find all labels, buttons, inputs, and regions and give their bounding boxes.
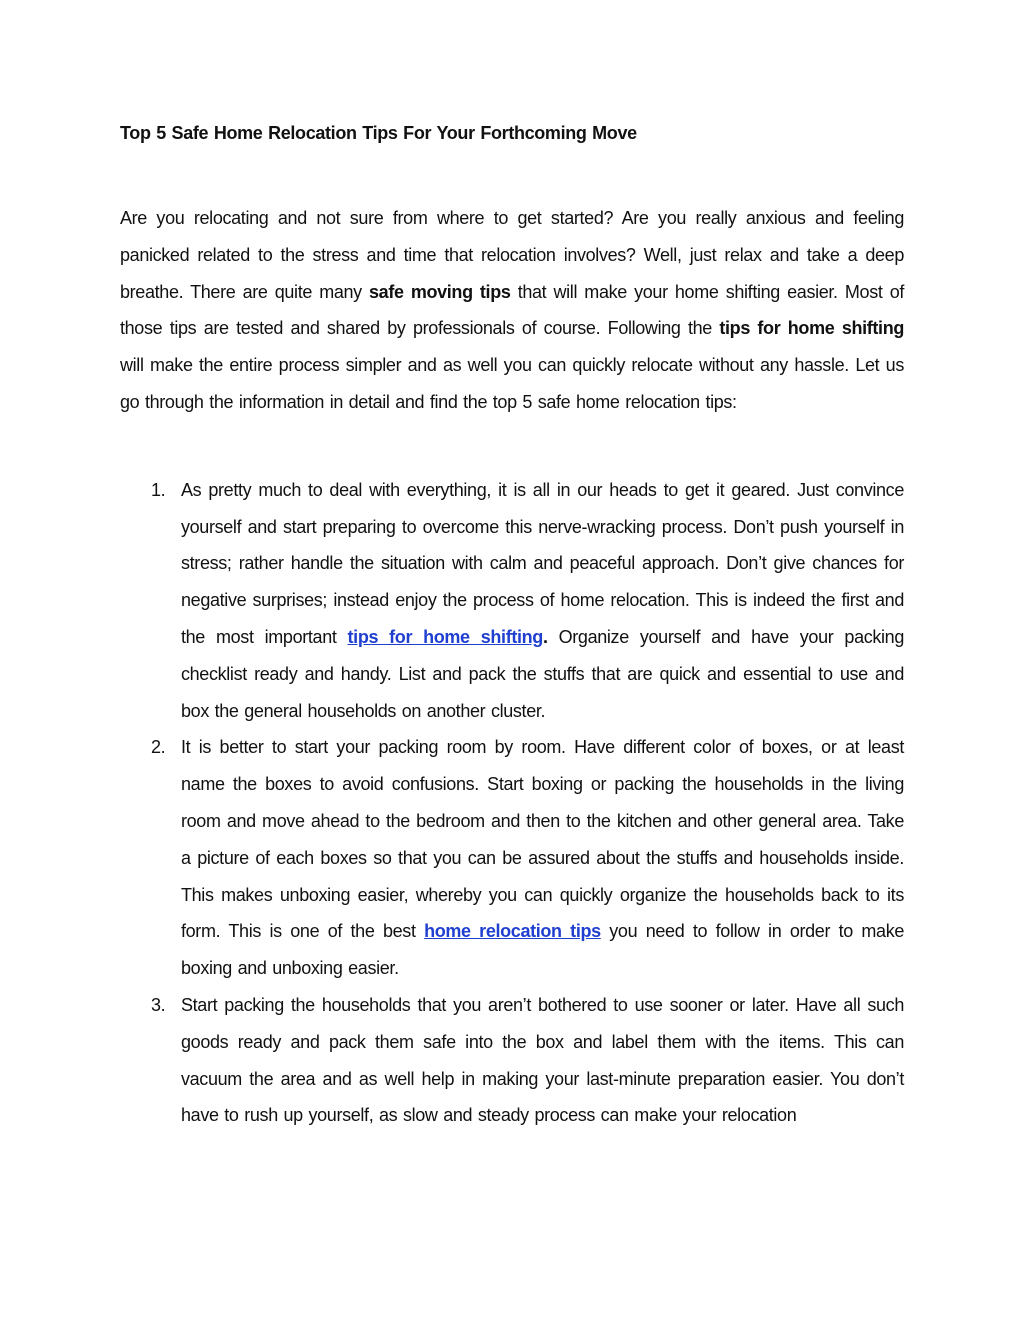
tip-item-3 (120, 987, 904, 1134)
tip-item-2 (120, 729, 904, 987)
tip-text: Start packing the households that you aren’t bothered to use sooner or later. Have all such goods ready and pack them safe into the box and label them with the items. This can vacuum the area and as well help in making your last-minute preparation easier. You don’t have to rush up yourself, as slow and steady process can make your relocation (181, 994, 904, 1126)
tip-text-continued: you need to follow in order to make boxing and unboxing easier. (181, 921, 905, 979)
tip-text-continued: Organize yourself and have your packing checklist ready and handy. List and pack the stuffs that are quick and essential to use and box the general households on another cluster. (181, 626, 904, 721)
intro-text-2: that will make your home shifting easier. Most of those tips are tested and shared by professionals of course. Following the (120, 281, 905, 339)
intro-text-1: Are you relocating and not sure from where to get started? Are you really anxious and feeling panicked related to the stress and time that relocation involves? Well, just relax and take a deep breathe. There are quite many (120, 208, 904, 302)
intro-paragraph (120, 200, 904, 421)
tip-text: It is better to start your packing room by room. Have different color of boxes, or at least name the boxes to avoid confusions. Start boxing or packing the households in the living room and move ahead to the bedroom and then to the kitchen and other general area. Take a picture of each boxes so that you can be assured about the stuffs and households inside. This makes unboxing easier, whereby you can quickly organize the households back to its form. This is one of the best (181, 737, 904, 942)
document-page (120, 118, 904, 1134)
tip-item-1 (120, 472, 904, 730)
tip-number: 1. (151, 479, 166, 500)
intro-text-3: will make the entire process simpler and as well you can quickly relocate without any hassle. Let us go through the information in detail and find the top 5 safe home relocation tips: (120, 355, 904, 412)
tip-number: 2. (151, 737, 166, 758)
intro-bold-safe-moving-tips: safe moving tips (369, 281, 511, 302)
tips-list (120, 472, 904, 1134)
tip-text: As pretty much to deal with everything, it is all in our heads to get it geared. Just convince yourself and start preparing to overcome this nerve-wracking process. Don’t push yourself in stress; rather handle the situation with calm and peaceful approach. Don’t give chances for negative surprises; instead enjoy the process of home relocation. This is indeed the first and the most important (181, 479, 904, 647)
intro-bold-tips-for-home-shifting: tips for home shifting (719, 318, 905, 339)
tips-for-home-shifting-link[interactable]: tips for home shifting (347, 626, 543, 647)
tip-bold-period: . (542, 626, 548, 647)
tip-number: 3. (151, 994, 166, 1015)
home-relocation-tips-link[interactable]: home relocation tips (424, 921, 601, 942)
document-title: Top 5 Safe Home Relocation Tips For Your Forthcoming Move (120, 123, 637, 143)
